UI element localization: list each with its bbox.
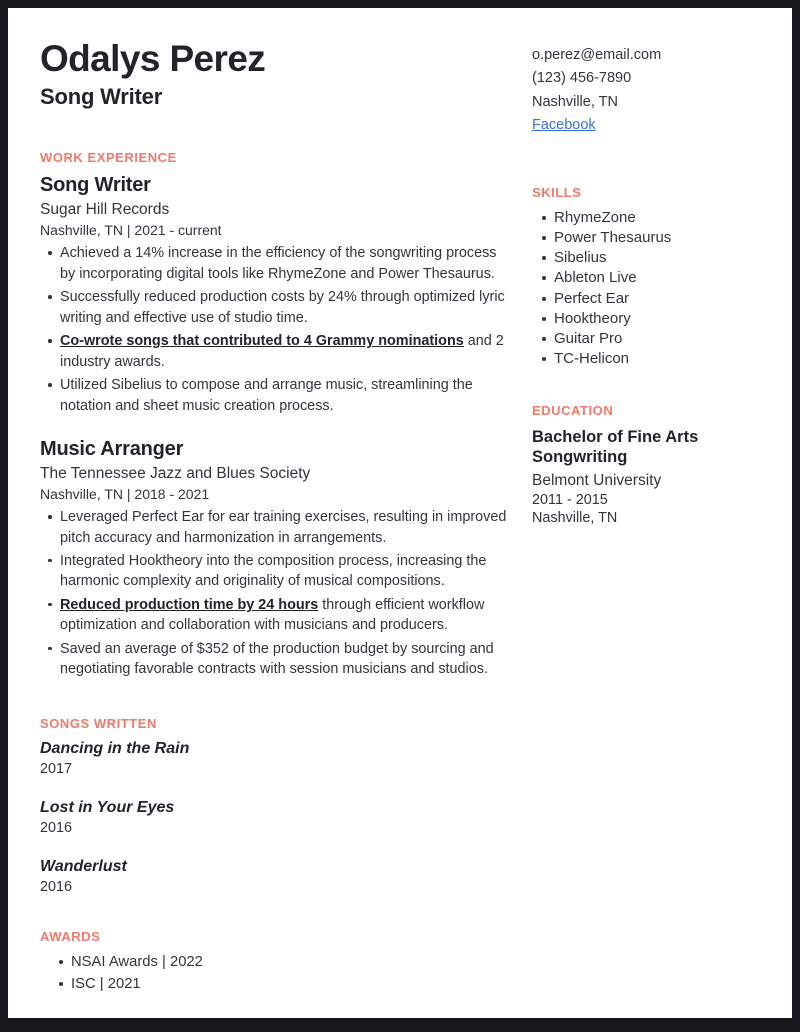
song-title: Wanderlust — [40, 857, 127, 875]
experience-bullet — [59, 287, 514, 328]
experience-company: Sugar Hill Records — [40, 201, 170, 219]
bullet-highlight: Reduced production time by 24 hours — [60, 596, 319, 613]
education-list — [532, 427, 760, 525]
section-header-education: EDUCATION — [532, 403, 614, 419]
contact-phone[interactable]: (123) 456-7890 — [532, 70, 632, 87]
skill-item: TC-Helicon — [554, 349, 760, 369]
section-header-work-experience: WORK EXPERIENCE — [40, 150, 177, 166]
song-year: 2017 — [40, 760, 73, 777]
skill-item: Power Thesaurus — [554, 228, 760, 248]
education-dates: 2011 - 2015 — [532, 491, 608, 508]
award-item: ISC | 2021 — [71, 974, 514, 996]
section-header-skills: SKILLS — [532, 184, 582, 200]
song-title: Dancing in the Rain — [40, 739, 190, 757]
page-title: Odalys Perez — [40, 38, 266, 79]
bullet-text: Utilized Sibelius to compose and arrange music, streamlining the notation and sheet music creation process. — [60, 377, 473, 414]
bullet-text: through efficient workflow optimization and collaboration with musicians and producers. — [60, 596, 485, 634]
work-experience-list — [40, 174, 514, 679]
contact-location: Nashville, TN — [532, 93, 618, 110]
songs-written-list — [40, 740, 514, 895]
song-title: Lost in Your Eyes — [40, 798, 175, 816]
candidate-job-title: Song Writer — [40, 84, 163, 110]
section-header-awards: AWARDS — [40, 928, 101, 944]
award-item: NSAI Awards | 2022 — [71, 952, 514, 974]
education-location: Nashville, TN — [532, 509, 618, 526]
bullet-text: Integrated Hooktheory into the composition process, increasing the harmonic complexity and originality of musical compositions. — [60, 552, 487, 590]
experience-bullet — [59, 507, 514, 548]
experience-bullet-list — [40, 507, 514, 680]
experience-bullet — [59, 243, 514, 284]
skill-item: Sibelius — [554, 248, 760, 268]
song-entry — [40, 740, 514, 777]
skill-item: RhymeZone — [554, 208, 760, 228]
bullet-text: Saved an average of $352 of the production budget by sourcing and negotiating favorable contracts with session musicians and studios. — [60, 640, 494, 678]
experience-bullet — [59, 375, 514, 416]
right-column — [532, 38, 760, 1018]
skills-list — [532, 208, 760, 369]
contact-facebook-link[interactable]: Facebook — [532, 117, 596, 134]
experience-bullet — [59, 595, 514, 636]
song-entry — [40, 858, 514, 895]
contact-email[interactable]: o.perez@email.com — [532, 47, 662, 63]
experience-title: Song Writer — [40, 174, 151, 197]
bullet-text: Leveraged Perfect Ear for ear training exercises, resulting in improved pitch accuracy and harmonization in arrangements. — [60, 509, 507, 546]
experience-bullet — [59, 639, 514, 680]
resume-page — [8, 8, 792, 1018]
education-major: Songwriting — [532, 448, 628, 467]
experience-entry — [40, 438, 514, 680]
song-year: 2016 — [40, 878, 73, 895]
song-year: 2016 — [40, 819, 73, 836]
experience-meta: Nashville, TN | 2018 - 2021 — [40, 486, 210, 503]
education-degree: Bachelor of Fine Arts — [532, 428, 699, 447]
education-school: Belmont University — [532, 471, 662, 489]
resume-body — [8, 8, 792, 1018]
left-column — [40, 38, 532, 1018]
education-entry — [532, 427, 760, 525]
bullet-text: Successfully reduced production costs by 24% through optimized lyric writing and effective use of studio time. — [60, 289, 505, 326]
section-header-songs-written: SONGS WRITTEN — [40, 715, 157, 731]
skill-item: Perfect Ear — [554, 289, 760, 309]
experience-title: Music Arranger — [40, 438, 184, 461]
skill-item: Guitar Pro — [554, 329, 760, 349]
song-entry — [40, 799, 514, 836]
bullet-text: Achieved a 14% increase in the efficiency of the songwriting process by incorporating digital tools like RhymeZone and Power Thesaurus. — [60, 245, 497, 282]
experience-entry — [40, 174, 514, 416]
bullet-highlight: Co-wrote songs that contributed to 4 Grammy nominations — [60, 333, 464, 350]
experience-company: The Tennessee Jazz and Blues Society — [40, 465, 311, 483]
experience-bullet — [59, 551, 514, 592]
experience-bullet-list — [40, 243, 514, 416]
experience-bullet — [59, 331, 514, 372]
experience-meta: Nashville, TN | 2021 - current — [40, 222, 222, 239]
skill-item: Hooktheory — [554, 309, 760, 329]
skill-item: Ableton Live — [554, 268, 760, 288]
bullet-text: and 2 industry awards. — [60, 333, 504, 370]
awards-list — [40, 952, 514, 996]
